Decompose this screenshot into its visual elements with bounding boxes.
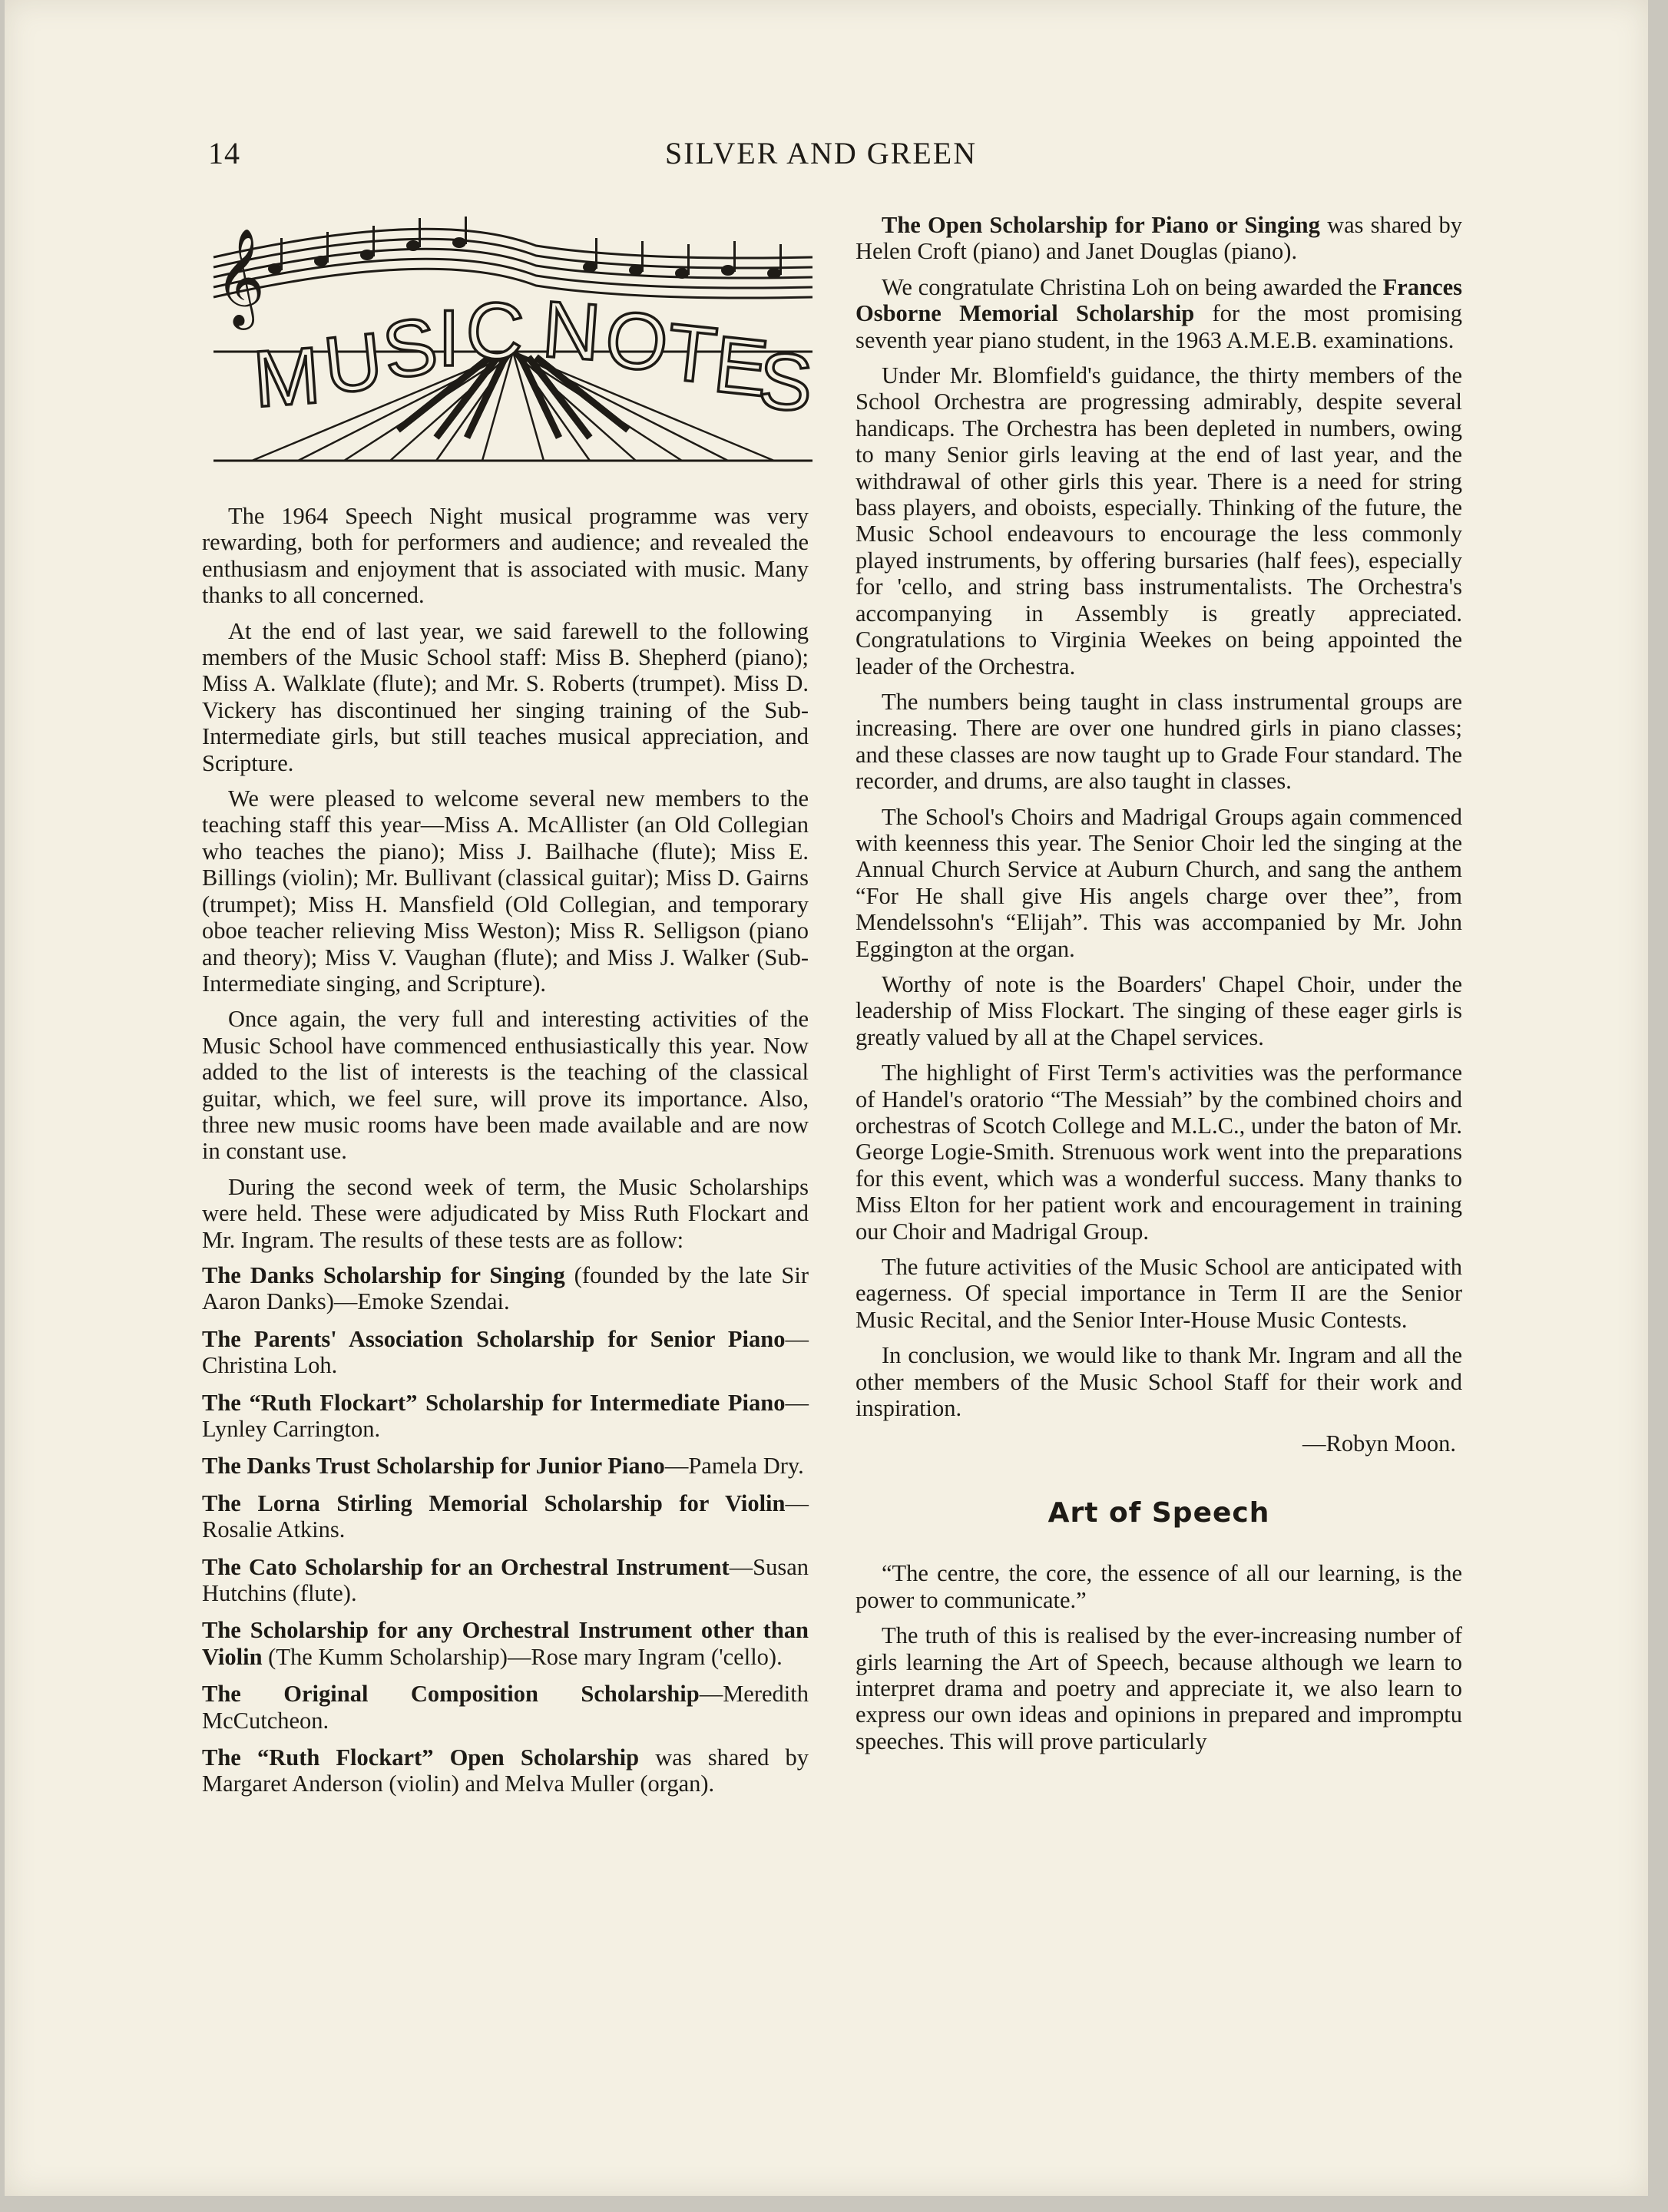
scholarship-entry	[202, 1744, 809, 1797]
scholarship-name: Frances Osborne Memorial Scholarship	[856, 273, 1462, 327]
scholarship-detail: —Susan Hutchins (flute).	[202, 1553, 809, 1607]
section-heading: Art of Speech	[1047, 1496, 1270, 1529]
congrats-text: We congratulate Christina Loh on being awarded the	[882, 273, 1383, 300]
music-paragraph: Once again, the very full and interesting activities of the Music School have commenced enthusiastically this year. Now added to the list of interests is the teaching of the classical guitar, which, we feel sure, will prove its importance. Also, three new music rooms have been made available and are now in constant use.	[202, 1006, 809, 1165]
music-paragraph: Worthy of note is the Boarders' Chapel Choir, under the leadership of Miss Flockart. The singing of these eager girls is greatly valued by all at the Chapel services.	[856, 970, 1462, 1050]
scholarship-name: The Original Composition Scholarship	[202, 1681, 700, 1708]
music-paragraph: The highlight of First Term's activities was the performance of Handel's oratorio “The Messiah” by the combined choirs and orchestras of Scotch College and M.L.C., under the baton of Mr. George Logie-Smith. Strenuous work went into the preparations for this event, which was a wonderful success. Many thanks to Miss Elton for her patient work and encouragement in training our Choir and Madrigal Group.	[856, 1060, 1462, 1245]
svg-text:M: M	[250, 331, 323, 425]
scholarship-entry	[856, 212, 1462, 265]
music-paragraph: In conclusion, we would like to thank Mr. Ingram and all the other members of the Music School Staff for their work and inspiration.	[856, 1342, 1462, 1422]
scholarship-detail: was shared by Helen Croft (piano) and Janet Douglas (piano).	[856, 212, 1462, 265]
scholarship-name: The Danks Trust Scholarship for Junior Piano	[202, 1453, 665, 1480]
scholarship-detail: —Pamela Dry.	[664, 1453, 804, 1480]
magazine-page	[5, 0, 1648, 2196]
music-paragraph: We were pleased to welcome several new members to the teaching staff this year—Miss A. McAllister (an Old Collegian who teaches the piano); Miss J. Bailhache (flute); Miss E. Billings (violin); Mr. Bullivant (classical guitar); Miss D. Gairns (trumpet); Miss H. Mansfield (Old Collegian, and temporary oboe teacher relieving Miss Weston); Miss R. Selligson (piano and theory); Miss V. Vaughan (flute); and Miss J. Walker (Sub-Intermediate singing, and Scripture).	[202, 785, 809, 997]
scholarship-name: The Open Scholarship for Piano or Singing	[882, 212, 1320, 238]
music-paragraph: Under Mr. Blomfield's guidance, the thirty members of the School Orchestra are progressing admirably, despite several handicaps. The Orchestra has been depleted in numbers, owing to many Senior girls leaving at the end of last year, and the withdrawal of other girls this year. There is a need for string bass players, and oboists, especially. Thinking of the future, the Music School endeavours to encourage the less commonly played instruments, by offering bursaries (half fees), especially for 'cello, and string bass instrumentalists. The Orchestra's accompanying in Assembly is greatly appreciated. Congratulations to Virginia Weekes on being appointed the leader of the Orchestra.	[856, 362, 1462, 679]
scholarship-name: The “Ruth Flockart” Open Scholarship	[202, 1744, 640, 1771]
scholarship-detail: —Rosalie Atkins.	[202, 1490, 809, 1543]
music-notes-header-illustration	[206, 215, 820, 465]
scholarship-entry	[202, 1453, 809, 1479]
scholarship-entry	[202, 1681, 809, 1734]
scholarship-detail: (founded by the late Sir Aaron Danks)—Emoke Szendai.	[202, 1261, 809, 1315]
right-column	[856, 212, 1462, 1764]
svg-text:𝄞: 𝄞	[215, 227, 266, 326]
svg-text:C: C	[462, 284, 527, 378]
scholarship-detail: —Lynley Carrington.	[202, 1389, 809, 1442]
music-paragraph: The future activities of the Music School are anticipated with eagerness. Of special importance in Term II are the Senior Music Recital, and the Senior Inter-House Music Contests.	[856, 1254, 1462, 1333]
svg-text:N: N	[539, 284, 604, 378]
svg-text:S: S	[377, 300, 443, 397]
left-column	[202, 503, 809, 1808]
music-paragraph: The numbers being taught in class instrumental groups are increasing. There are over one hundred girls in piano classes; and these classes are now taught up to Grade Four standard. The recorder, and drums, are also taught in classes.	[856, 688, 1462, 795]
scholarship-name: The “Ruth Flockart” Scholarship for Intermediate Piano	[202, 1389, 786, 1416]
speech-paragraph: The truth of this is realised by the ever-increasing number of girls learning the Art of Speech, because although we learn to interpret drama and poetry and appreciate it, we also learn to express our own ideas and opinions in prepared and impromptu speeches. This will prove particularly	[856, 1622, 1462, 1754]
scholarship-detail: (The Kumm Scholarship)—Rose mary Ingram ('cello).	[262, 1643, 783, 1670]
scholarship-entry	[202, 1390, 809, 1443]
svg-text:I: I	[438, 294, 460, 383]
congrats-text: for the most promising seventh year piano student, in the 1963 A.M.E.B. examinations.	[856, 300, 1463, 353]
music-paragraph: At the end of last year, we said farewell to the following members of the Music School staff: Miss B. Shepherd (piano); Miss A. Walklate (flute); and Mr. S. Roberts (trumpet). Miss D. Vickery has discontinued her singing training of the Sub-Intermediate girls, but still teaches musical appreciation, and Scripture.	[202, 617, 809, 776]
scholarship-entry	[202, 1617, 809, 1670]
music-paragraph: The School's Choirs and Madrigal Groups again commenced with keenness this year. The Senior Choir led the singing at the Annual Church Service at Auburn Church, and sang the anthem “For He shall give His angels charge over thee”, from Mendelssohn's “Elijah”. This was accompanied by Mr. John Eggington at the organ.	[856, 803, 1462, 962]
scholarship-detail: —Christina Loh.	[202, 1325, 809, 1379]
svg-text:O: O	[601, 294, 673, 389]
music-paragraph	[856, 274, 1462, 353]
svg-text:S: S	[756, 336, 816, 429]
scholarship-entry	[202, 1326, 809, 1379]
scholarship-name: The Danks Scholarship for Singing	[202, 1261, 565, 1288]
scholarship-name: The Lorna Stirling Memorial Scholarship for Violin	[202, 1490, 786, 1516]
author-signature: —Robyn Moon.	[1302, 1430, 1456, 1457]
scholarship-name: The Scholarship for any Orchestral Instrument other than Violin	[202, 1617, 809, 1670]
scholarship-entry	[202, 1490, 809, 1543]
scholarship-name: The Parents' Association Scholarship for Senior Piano	[202, 1325, 786, 1352]
scholarship-entry	[202, 1262, 809, 1315]
svg-text:U: U	[319, 316, 387, 412]
page-number: 14	[208, 136, 240, 170]
scholarship-entry	[202, 1554, 809, 1607]
running-head: SILVER AND GREEN	[665, 136, 978, 170]
music-paragraph: The 1964 Speech Night musical programme was very rewarding, both for performers and audience; and revealed the enthusiasm and enjoyment that is associated with music. Many thanks to all concerned.	[202, 503, 809, 609]
svg-text:T: T	[663, 307, 721, 402]
scholarship-detail: was shared by Margaret Anderson (violin) and Melva Muller (organ).	[202, 1744, 809, 1797]
music-paragraph: During the second week of term, the Music Scholarships were held. These were adjudicated by Miss Ruth Flockart and Mr. Ingram. The results of these tests are as follow:	[202, 1173, 809, 1253]
svg-text:E: E	[710, 319, 773, 415]
speech-quote: “The centre, the core, the essence of all our learning, is the power to communicate.”	[856, 1560, 1462, 1613]
scholarship-detail: —Meredith McCutcheon.	[202, 1681, 809, 1734]
scholarship-name: The Cato Scholarship for an Orchestral Instrument	[202, 1553, 730, 1580]
